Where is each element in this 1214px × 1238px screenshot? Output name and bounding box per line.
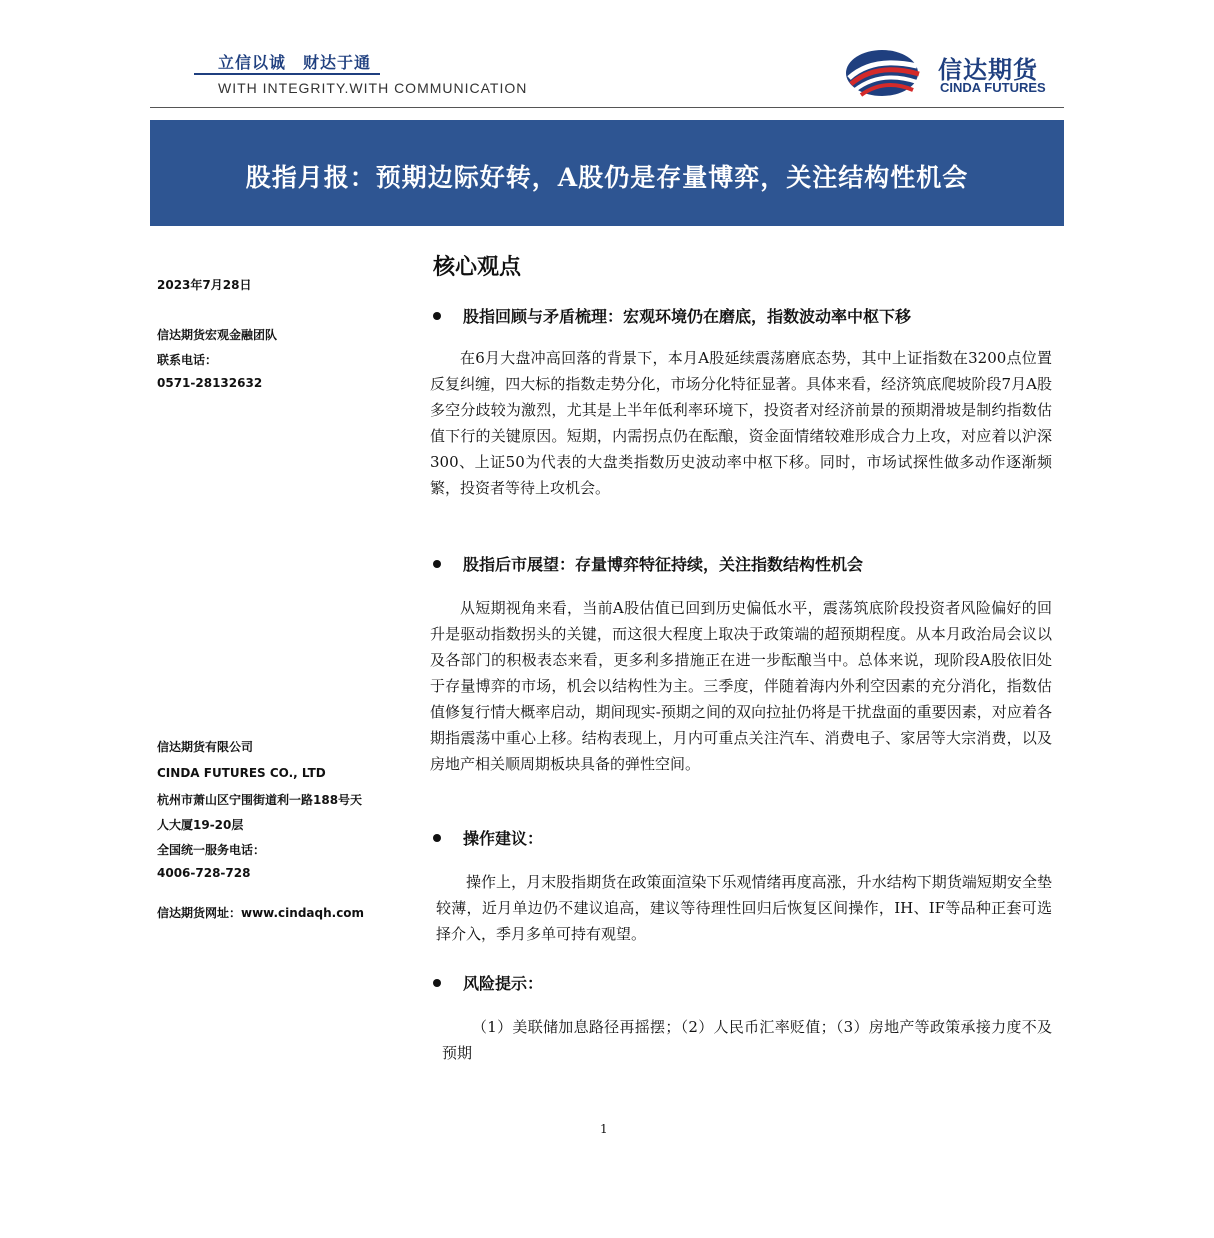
bullet-dot-icon: [433, 312, 441, 320]
paragraph-advice: 操作上，月末股指期货在政策面渲染下乐观情绪再度高涨，升水结构下期货端短期安全垫较薄，近月单边仍不建议追高，建议等待理性回归后恢复区间操作，IH、IF等品种正套可选择介入，季月多单可持有观望。: [436, 873, 1052, 943]
bullet-heading-text: 风险提示：: [463, 974, 544, 993]
header-divider: [150, 107, 1064, 108]
address-line-1: 杭州市萧山区宁围街道利一路188号天: [157, 793, 363, 807]
hotline-number: 4006-728-728: [157, 866, 251, 880]
slogan-underline: [194, 73, 380, 75]
cinda-logo-icon: [843, 48, 921, 98]
address-line-2: 人大厦19-20层: [157, 818, 244, 832]
paragraph-review: 在6月大盘冲高回落的背景下，本月A股延续震荡磨底态势，其中上证指数在3200点位置反复纠缠，四大标的指数走势分化，市场分化特征显著。具体来看，经济筑底爬坡阶段7月A股多空分歧较为激烈，尤其是上半年低利率环境下，投资者对经济前景的预期滑坡是制约指数估值下行的关键原因。短期，内需拐点仍在酝酿，资金面情绪较难形成合力上攻，对应着以沪深300、上证50为代表的大盘类指数历史波动率中枢下移。同时，市场试探性做多动作逐渐频繁，投资者等待上攻机会。: [430, 349, 1052, 497]
bullet-heading-outlook: [433, 552, 1053, 575]
company-name-cn: 信达期货有限公司: [157, 740, 254, 754]
slogan-chinese: 立信以诚 财达于通: [218, 53, 372, 72]
report-date: 2023年7月28日: [157, 278, 252, 292]
website: 信达期货网址：www.cindaqh.com: [157, 906, 365, 920]
bullet-dot-icon: [433, 834, 441, 842]
bullet-dot-icon: [433, 979, 441, 987]
company-name-en: CINDA FUTURES CO., LTD: [157, 766, 326, 780]
logo-text-chinese: 信达期货: [938, 56, 1038, 84]
bullet-heading-risk: [433, 971, 1053, 994]
paragraph-risk: （1）美联储加息路径再摇摆；（2）人民币汇率贬值；（3）房地产等政策承接力度不及预期: [442, 1018, 1052, 1062]
page-number: 1: [600, 1122, 608, 1136]
bullet-heading-text: 股指后市展望：存量博弈特征持续，关注指数结构性机会: [463, 555, 864, 574]
logo-text-english: CINDA FUTURES: [940, 80, 1046, 95]
phone-label: 联系电话：: [157, 353, 218, 367]
phone-number: 0571-28132632: [157, 376, 263, 390]
bullet-heading-text: 股指回顾与矛盾梳理：宏观环境仍在磨底，指数波动率中枢下移: [463, 307, 912, 326]
bullet-dot-icon: [433, 560, 441, 568]
hotline-label: 全国统一服务电话：: [157, 843, 266, 857]
core-views-heading: 核心观点: [433, 254, 522, 280]
bullet-heading-text: 操作建议：: [463, 829, 544, 848]
slogan-english: WITH INTEGRITY.WITH COMMUNICATION: [218, 80, 528, 96]
bullet-heading-review: [433, 304, 1053, 327]
bullet-heading-advice: [433, 826, 1053, 849]
team-name: 信达期货宏观金融团队: [157, 328, 278, 342]
report-title: 股指月报：预期边际好转，A股仍是存量博弈，关注结构性机会: [245, 163, 969, 192]
paragraph-outlook: 从短期视角来看，当前A股估值已回到历史偏低水平，震荡筑底阶段投资者风险偏好的回升是驱动指数拐头的关键，而这很大程度上取决于政策端的超预期程度。从本月政治局会议以及各部门的积极表态来看，更多利多措施正在进一步酝酿当中。总体来说，现阶段A股依旧处于存量博弈的市场，机会以结构性为主。三季度，伴随着海内外利空因素的充分消化，指数估值修复行情大概率启动，期间现实-预期之间的双向拉扯仍将是干扰盘面的重要因素，对应着各期指震荡中重心上移。结构表现上，月内可重点关注汽车、消费电子、家居等大宗消费，以及房地产相关顺周期板块具备的弹性空间。: [430, 599, 1052, 773]
title-banner: [150, 120, 1064, 226]
